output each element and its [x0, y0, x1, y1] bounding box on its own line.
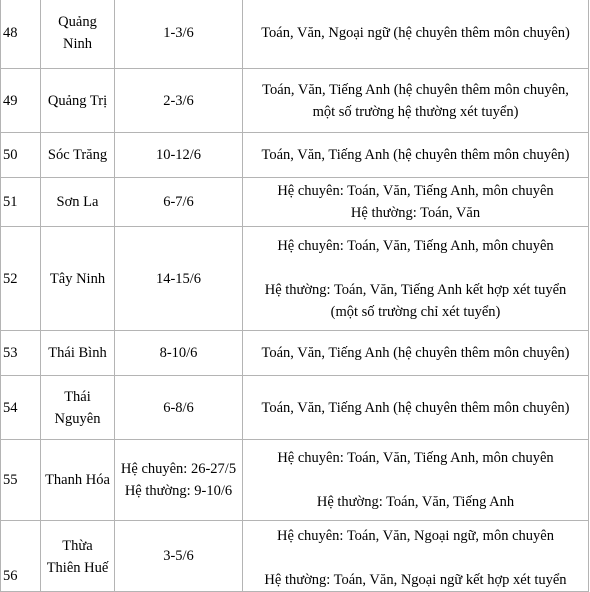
subjects-line: Toán, Văn, Tiếng Anh (hệ chuyên thêm môn chuyên) — [261, 147, 570, 163]
exam-date-line: 8-10/6 — [159, 345, 198, 361]
subjects-cell — [243, 69, 589, 133]
row-number: 50 — [1, 133, 41, 178]
province-line: Sơn La — [56, 194, 99, 210]
province-line: Ninh — [63, 35, 92, 52]
table-row — [1, 521, 589, 592]
subjects-line: Toán, Văn, Tiếng Anh (hệ chuyên thêm môn chuyên) — [261, 399, 570, 416]
exam-date-line: 6-8/6 — [163, 399, 194, 416]
subjects-spacer — [245, 469, 586, 491]
subjects-cell — [243, 521, 589, 592]
exam-date-line: Hệ thường: 9-10/6 — [124, 483, 233, 499]
row-number: 55 — [1, 440, 41, 521]
exam-date-cell — [115, 0, 243, 69]
province-cell — [41, 521, 115, 592]
table-row — [1, 133, 589, 178]
subjects-line: Toán, Văn, Ngoại ngữ (hệ chuyên thêm môn chuyên) — [261, 24, 570, 41]
province-line: Thái — [64, 388, 91, 405]
subjects-line: (một số trường chỉ xét tuyển) — [330, 303, 501, 320]
subjects-cell — [243, 331, 589, 376]
exam-date-cell — [115, 521, 243, 592]
row-number: 53 — [1, 331, 41, 376]
subjects-cell — [243, 0, 589, 69]
subjects-cell — [243, 227, 589, 331]
row-number: 54 — [1, 376, 41, 440]
province-cell — [41, 440, 115, 521]
province-cell — [41, 227, 115, 331]
province-line: Thừa — [62, 538, 93, 554]
row-number: 51 — [1, 178, 41, 227]
province-line: Thanh Hóa — [45, 472, 110, 488]
subjects-cell — [243, 376, 589, 440]
province-cell — [41, 69, 115, 133]
subjects-spacer — [245, 257, 586, 279]
province-line: Nguyên — [54, 410, 101, 427]
subjects-line: Hệ chuyên: Toán, Văn, Tiếng Anh, môn chuyên — [277, 450, 554, 466]
exam-date-line: 10-12/6 — [155, 147, 202, 163]
subjects-line: Hệ thường: Toán, Văn, Tiếng Anh — [316, 494, 515, 510]
province-line: Thái Bình — [48, 345, 107, 361]
province-line: Quảng — [58, 13, 97, 30]
subjects-cell — [243, 440, 589, 521]
table-row — [1, 178, 589, 227]
province-line: Tây Ninh — [49, 270, 106, 287]
table-row — [1, 440, 589, 521]
exam-date-line: 2-3/6 — [163, 92, 194, 109]
table-row — [1, 69, 589, 133]
subjects-line: Hệ thường: Toán, Văn, Tiếng Anh kết hợp xét tuyển — [264, 281, 567, 298]
exam-date-line: 3-5/6 — [163, 548, 194, 564]
province-cell — [41, 133, 115, 178]
province-cell — [41, 178, 115, 227]
exam-date-line: Hệ chuyên: 26-27/5 — [120, 461, 237, 477]
exam-date-line: 1-3/6 — [163, 24, 194, 41]
province-line: Thiên Huế — [46, 560, 109, 576]
subjects-line: Toán, Văn, Tiếng Anh (hệ chuyên thêm môn chuyên) — [261, 345, 570, 361]
exam-date-cell — [115, 440, 243, 521]
province-line: Quảng Trị — [47, 92, 108, 109]
subjects-line: Hệ thường: Toán, Văn — [350, 205, 481, 221]
exam-date-line: 6-7/6 — [163, 194, 194, 210]
exam-schedule-body — [1, 0, 589, 592]
exam-date-cell — [115, 69, 243, 133]
subjects-spacer — [245, 547, 586, 569]
subjects-cell — [243, 133, 589, 178]
row-number: 49 — [1, 69, 41, 133]
row-number: 56 — [1, 521, 41, 592]
table-row — [1, 0, 589, 69]
subjects-line: Toán, Văn, Tiếng Anh (hệ chuyên thêm môn chuyên, — [262, 81, 569, 98]
exam-date-cell — [115, 331, 243, 376]
exam-date-cell — [115, 133, 243, 178]
province-cell — [41, 376, 115, 440]
province-line: Sóc Trăng — [47, 147, 108, 163]
subjects-line: một số trường hệ thường xét tuyển) — [312, 103, 519, 120]
subjects-line: Hệ chuyên: Toán, Văn, Tiếng Anh, môn chuyên — [277, 183, 554, 199]
subjects-cell — [243, 178, 589, 227]
exam-date-cell — [115, 227, 243, 331]
subjects-line: Hệ thường: Toán, Văn, Ngoại ngữ kết hợp xét tuyển — [264, 572, 567, 588]
province-cell — [41, 331, 115, 376]
exam-date-cell — [115, 178, 243, 227]
subjects-line: Hệ chuyên: Toán, Văn, Tiếng Anh, môn chuyên — [277, 237, 554, 254]
row-number: 52 — [1, 227, 41, 331]
row-number: 48 — [1, 0, 41, 69]
exam-date-line: 14-15/6 — [155, 270, 202, 287]
subjects-line: Hệ chuyên: Toán, Văn, Ngoại ngữ, môn chuyên — [277, 528, 554, 544]
table-row — [1, 376, 589, 440]
table-row — [1, 331, 589, 376]
exam-date-cell — [115, 376, 243, 440]
table-row — [1, 227, 589, 331]
province-cell — [41, 0, 115, 69]
